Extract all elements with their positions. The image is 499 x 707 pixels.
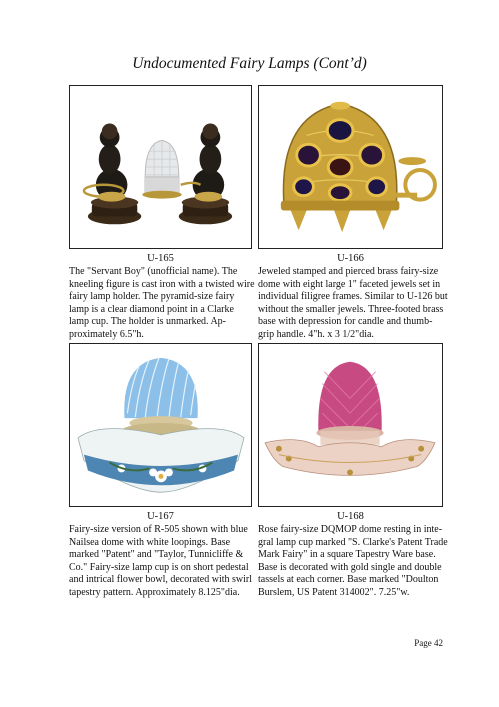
item-code-u166: U-166: [337, 253, 364, 264]
item-description-u167: Fairy-size version of R-505 shown with blue Nailsea dome with white loopings. Base marked "Patent" and "Taylor, Tunnicliffe & Co." Fairy-size lamp cup is on short pedestal and intrical flower bowl, decorated with swirl tapestry pattern. Approximately 8.125"dia.: [69, 524, 252, 598]
item-description-u165: The "Servant Boy" (unofficial name). The kneeling figure is cast iron with a twisted wire fairy lamp holder. The pyramid-size fairy lamp is a clear diamond point in a Clarke lamp cup. The holder is unmarked. Ap- proximately 6.5"h.: [69, 266, 255, 340]
item-code-u165: U-165: [147, 253, 174, 264]
photo-rose-dqmop-lamp: [258, 343, 443, 507]
item-code-u168: U-168: [337, 511, 364, 522]
jeweled-brass-illustration: [259, 86, 442, 248]
rose-dqmop-illustration: [259, 344, 442, 506]
item-description-u168: Rose fairy-size DQMOP dome resting in inte- gral lamp cup marked "S. Clarke's Patent Trade Mark Fairy" in a square Tapestry Ware base. Base is decorated with gold single and double tassels at each corner. Base marked "Doulton Burslem, US Patent 314002". 7.25"w.: [258, 524, 448, 598]
nailsea-bowl-illustration: [70, 344, 251, 506]
page-number: Page 42: [414, 638, 443, 648]
page-title: Undocumented Fairy Lamps (Cont’d): [132, 55, 367, 72]
item-description-u166: Jeweled stamped and pierced brass fairy-size dome with eight large 1" faceted jewels set in individual filigree frames. Similar to U-126 but without the smaller jewels. Three-footed brass base with depression for candle and thumb-grip handle. 4"h. x 3 1/2"dia.: [258, 266, 448, 340]
photo-servant-boy-lamp: [69, 85, 252, 249]
photo-nailsea-flower-bowl-lamp: [69, 343, 252, 507]
photo-jeweled-brass-lamp: [258, 85, 443, 249]
item-code-u167: U-167: [147, 511, 174, 522]
servant-boy-illustration: [70, 86, 251, 248]
